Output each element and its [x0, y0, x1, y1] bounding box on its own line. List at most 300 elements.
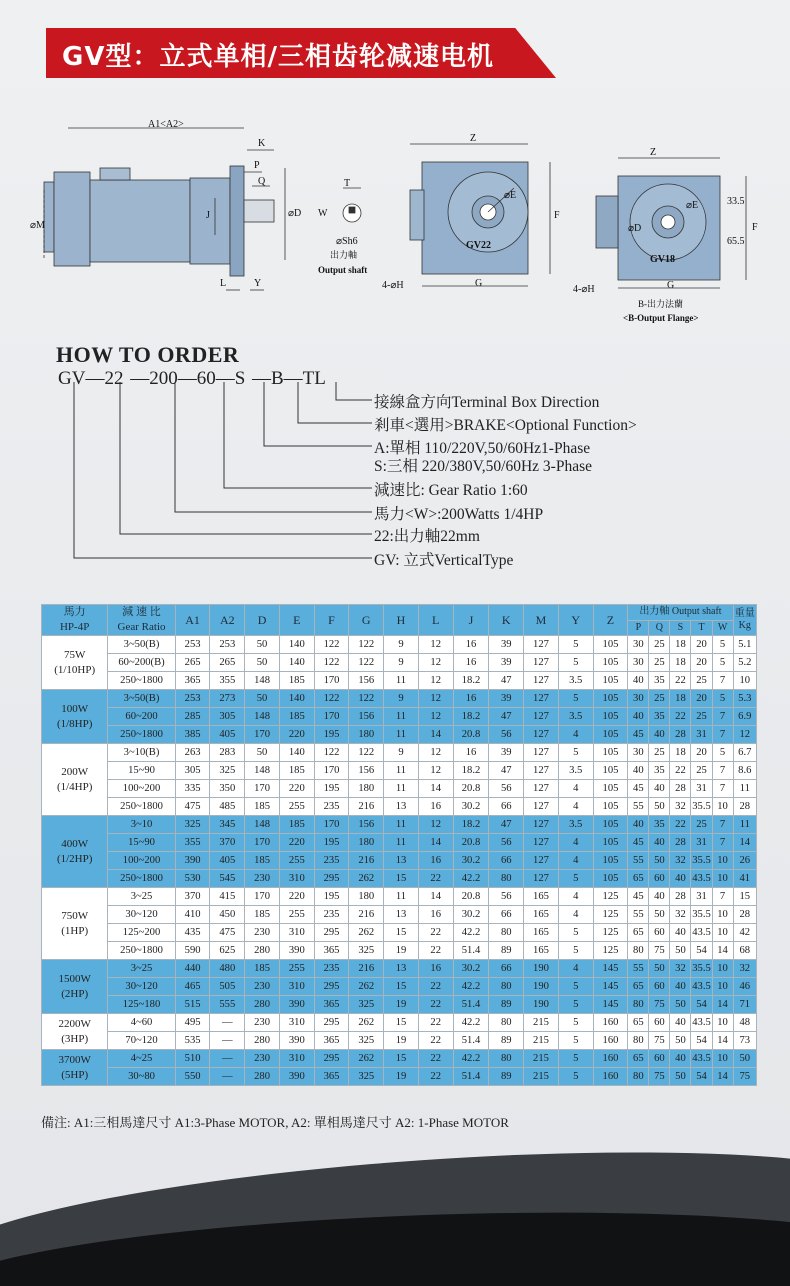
value-cell: 30 — [628, 636, 649, 654]
power-cell: 75W (1/10HP) — [42, 636, 108, 690]
value-cell: 15 — [384, 924, 419, 942]
value-cell: 10 — [712, 978, 733, 996]
value-cell: 105 — [593, 834, 628, 852]
header-col: M — [524, 605, 559, 636]
table-row — [42, 888, 757, 906]
table-row — [42, 690, 757, 708]
value-cell: 127 — [524, 870, 559, 888]
value-cell: 22 — [418, 942, 453, 960]
value-cell: 5 — [558, 654, 593, 672]
value-cell: 4 — [558, 888, 593, 906]
value-cell: 7 — [712, 762, 733, 780]
header-ratio: 減 速 比 Gear Ratio — [108, 605, 175, 636]
value-cell: 80 — [489, 978, 524, 996]
value-cell: 50 — [245, 690, 280, 708]
value-cell: 47 — [489, 672, 524, 690]
value-cell: 25 — [691, 816, 712, 834]
value-cell: 13 — [384, 798, 419, 816]
value-cell: 16 — [418, 798, 453, 816]
label-flange-en: <B-Output Flange> — [623, 313, 699, 323]
value-cell: 5 — [558, 978, 593, 996]
value-cell: 40 — [628, 708, 649, 726]
power-cell: 100W (1/8HP) — [42, 690, 108, 744]
value-cell: 156 — [349, 708, 384, 726]
value-cell: 89 — [489, 1068, 524, 1086]
ratio-cell: 250~1800 — [108, 870, 175, 888]
table-row — [42, 960, 757, 978]
value-cell: 40 — [670, 870, 691, 888]
value-cell: 31 — [691, 780, 712, 798]
ratio-cell: 4~60 — [108, 1014, 175, 1032]
value-cell: 73 — [733, 1032, 756, 1050]
value-cell: 40 — [670, 978, 691, 996]
spec-table — [41, 604, 757, 1086]
value-cell: 51.4 — [453, 996, 489, 1014]
value-cell: 283 — [210, 744, 245, 762]
value-cell: 19 — [384, 996, 419, 1014]
power-cell: 1500W (2HP) — [42, 960, 108, 1014]
value-cell: 230 — [245, 924, 280, 942]
value-cell: 405 — [210, 726, 245, 744]
value-cell: 190 — [524, 978, 559, 996]
value-cell: 28 — [670, 726, 691, 744]
value-cell: — — [210, 1068, 245, 1086]
value-cell: 41 — [733, 870, 756, 888]
label-p: P — [254, 160, 260, 171]
value-cell: 365 — [314, 1032, 349, 1050]
value-cell: 127 — [524, 816, 559, 834]
value-cell: 15 — [384, 1050, 419, 1068]
value-cell: 220 — [279, 780, 314, 798]
value-cell: 148 — [245, 708, 280, 726]
value-cell: 32 — [670, 906, 691, 924]
table-row — [42, 978, 757, 996]
value-cell: 5 — [712, 636, 733, 654]
order-label-type: GV: 立式VerticalType — [374, 552, 514, 569]
label-335: 33.5 — [727, 196, 745, 207]
value-cell: 22 — [670, 816, 691, 834]
ratio-cell: 60~200 — [108, 708, 175, 726]
value-cell: 30 — [628, 690, 649, 708]
value-cell: 5 — [558, 1050, 593, 1068]
value-cell: 390 — [279, 1068, 314, 1086]
value-cell: 35 — [649, 816, 670, 834]
value-cell: 66 — [489, 906, 524, 924]
label-sh6: ⌀Sh6 — [336, 236, 358, 247]
value-cell: 370 — [210, 834, 245, 852]
value-cell: 122 — [314, 636, 349, 654]
value-cell: 16 — [453, 636, 489, 654]
label-z: Z — [470, 133, 477, 144]
value-cell: 19 — [384, 942, 419, 960]
label-gv18: GV18 — [650, 254, 675, 265]
value-cell: 235 — [314, 906, 349, 924]
value-cell: 105 — [593, 852, 628, 870]
value-cell: 310 — [279, 1014, 314, 1032]
value-cell: 40 — [628, 672, 649, 690]
value-cell: 127 — [524, 672, 559, 690]
value-cell: 235 — [314, 960, 349, 978]
value-cell: 295 — [314, 924, 349, 942]
value-cell: 220 — [279, 834, 314, 852]
value-cell: 54 — [691, 1068, 712, 1086]
value-cell: 170 — [314, 672, 349, 690]
value-cell: 20 — [691, 636, 712, 654]
value-cell: 475 — [210, 924, 245, 942]
value-cell: 89 — [489, 942, 524, 960]
value-cell: 5.1 — [733, 636, 756, 654]
value-cell: 7 — [712, 708, 733, 726]
value-cell: 5 — [712, 690, 733, 708]
ratio-cell: 3~25 — [108, 888, 175, 906]
dimension-drawings — [30, 110, 770, 340]
value-cell: 160 — [593, 1068, 628, 1086]
order-label-single-phase: A:單相 110/220V,50/60Hz1-Phase — [374, 440, 591, 457]
value-cell: 65 — [628, 924, 649, 942]
value-cell: 13 — [384, 960, 419, 978]
value-cell: 285 — [175, 708, 210, 726]
value-cell: 32 — [670, 798, 691, 816]
value-cell: 216 — [349, 960, 384, 978]
value-cell: 16 — [453, 690, 489, 708]
label-k: K — [258, 138, 266, 149]
value-cell: 265 — [210, 654, 245, 672]
value-cell: 4 — [558, 906, 593, 924]
value-cell: 30.2 — [453, 798, 489, 816]
label-q: Q — [258, 176, 266, 187]
value-cell: 385 — [175, 726, 210, 744]
value-cell: 180 — [349, 834, 384, 852]
value-cell: 127 — [524, 708, 559, 726]
ratio-cell: 100~200 — [108, 852, 175, 870]
value-cell: 125 — [593, 888, 628, 906]
value-cell: 25 — [691, 708, 712, 726]
value-cell: — — [210, 1014, 245, 1032]
value-cell: 14 — [418, 726, 453, 744]
label-h2: 4-⌀H — [573, 284, 595, 295]
value-cell: 16 — [418, 960, 453, 978]
header-weight: 重量 Kg — [733, 605, 756, 636]
header-col: G — [349, 605, 384, 636]
value-cell: 18.2 — [453, 672, 489, 690]
value-cell: 20 — [691, 654, 712, 672]
ratio-cell: 250~1800 — [108, 672, 175, 690]
header-col: J — [453, 605, 489, 636]
header-shaft-col: P — [628, 620, 649, 636]
table-row — [42, 1068, 757, 1086]
table-row — [42, 1050, 757, 1068]
label-d: ⌀D — [288, 208, 302, 219]
value-cell: 215 — [524, 1050, 559, 1068]
value-cell: 50 — [649, 906, 670, 924]
value-cell: 105 — [593, 762, 628, 780]
value-cell: 50 — [670, 942, 691, 960]
label-e2: ⌀E — [686, 200, 699, 211]
table-row — [42, 654, 757, 672]
order-label-gear-ratio: 減速比: Gear Ratio 1:60 — [374, 482, 528, 499]
value-cell: 14 — [712, 996, 733, 1014]
value-cell: 51.4 — [453, 1068, 489, 1086]
value-cell: 12 — [418, 744, 453, 762]
value-cell: 4 — [558, 960, 593, 978]
value-cell: 50 — [245, 744, 280, 762]
value-cell: 66 — [489, 798, 524, 816]
value-cell: 148 — [245, 672, 280, 690]
value-cell: 148 — [245, 816, 280, 834]
value-cell: 410 — [175, 906, 210, 924]
value-cell: 16 — [453, 744, 489, 762]
value-cell: 15 — [733, 888, 756, 906]
ratio-cell: 15~90 — [108, 834, 175, 852]
label-h: 4-⌀H — [382, 280, 404, 291]
value-cell: 122 — [314, 690, 349, 708]
spec-table-body — [42, 636, 757, 1086]
value-cell: 165 — [524, 942, 559, 960]
table-row — [42, 780, 757, 798]
value-cell: 280 — [245, 1032, 280, 1050]
value-cell: 80 — [489, 1050, 524, 1068]
value-cell: 9 — [384, 654, 419, 672]
value-cell: 13 — [384, 906, 419, 924]
value-cell: 80 — [628, 1068, 649, 1086]
value-cell: 40 — [649, 834, 670, 852]
value-cell: 295 — [314, 870, 349, 888]
value-cell: 42.2 — [453, 870, 489, 888]
value-cell: 60 — [649, 1014, 670, 1032]
value-cell: 195 — [314, 888, 349, 906]
value-cell: 127 — [524, 798, 559, 816]
value-cell: 185 — [279, 708, 314, 726]
value-cell: 40 — [649, 726, 670, 744]
header-col: A2 — [210, 605, 245, 636]
label-g2: G — [667, 280, 675, 291]
value-cell: 50 — [670, 1068, 691, 1086]
value-cell: 10 — [712, 960, 733, 978]
value-cell: 230 — [245, 1014, 280, 1032]
value-cell: 545 — [210, 870, 245, 888]
value-cell: 325 — [349, 996, 384, 1014]
value-cell: 28 — [733, 906, 756, 924]
value-cell: 25 — [649, 636, 670, 654]
value-cell: 75 — [649, 942, 670, 960]
ratio-cell: 15~90 — [108, 762, 175, 780]
value-cell: 4 — [558, 852, 593, 870]
value-cell: 190 — [524, 960, 559, 978]
value-cell: 75 — [649, 1068, 670, 1086]
value-cell: 450 — [210, 906, 245, 924]
value-cell: 262 — [349, 978, 384, 996]
value-cell: 262 — [349, 1050, 384, 1068]
value-cell: 47 — [489, 816, 524, 834]
value-cell: 4 — [558, 798, 593, 816]
ratio-cell: 100~200 — [108, 780, 175, 798]
how-to-order-title: HOW TO ORDER — [56, 342, 240, 367]
value-cell: 32 — [670, 960, 691, 978]
ratio-cell: 60~200(B) — [108, 654, 175, 672]
value-cell: 31 — [691, 888, 712, 906]
value-cell: 105 — [593, 870, 628, 888]
value-cell: 230 — [245, 1050, 280, 1068]
value-cell: 127 — [524, 780, 559, 798]
value-cell: 127 — [524, 654, 559, 672]
value-cell: 14 — [418, 888, 453, 906]
value-cell: 180 — [349, 888, 384, 906]
value-cell: 122 — [314, 744, 349, 762]
value-cell: 5 — [558, 690, 593, 708]
header-col: E — [279, 605, 314, 636]
value-cell: 50 — [670, 996, 691, 1014]
value-cell: 305 — [175, 762, 210, 780]
value-cell: 185 — [245, 852, 280, 870]
power-cell: 2200W (3HP) — [42, 1014, 108, 1050]
value-cell: 10 — [712, 1050, 733, 1068]
value-cell: 10 — [712, 906, 733, 924]
table-row — [42, 816, 757, 834]
value-cell: 310 — [279, 978, 314, 996]
value-cell: 16 — [418, 852, 453, 870]
value-cell: 170 — [314, 816, 349, 834]
value-cell: 54 — [691, 1032, 712, 1050]
value-cell: 160 — [593, 1014, 628, 1032]
value-cell: 465 — [175, 978, 210, 996]
value-cell: 47 — [489, 762, 524, 780]
value-cell: 310 — [279, 870, 314, 888]
value-cell: 185 — [245, 960, 280, 978]
table-row — [42, 852, 757, 870]
label-flange-cn: B-出力法蘭 — [638, 299, 684, 309]
value-cell: 8.6 — [733, 762, 756, 780]
label-w: W — [318, 208, 328, 219]
value-cell: 3.5 — [558, 672, 593, 690]
value-cell: 35 — [649, 672, 670, 690]
value-cell: 265 — [175, 654, 210, 672]
value-cell: 325 — [349, 1032, 384, 1050]
value-cell: 3.5 — [558, 762, 593, 780]
header-shaft-col: T — [691, 620, 712, 636]
value-cell: 12 — [418, 762, 453, 780]
value-cell: 355 — [210, 672, 245, 690]
value-cell: 105 — [593, 726, 628, 744]
value-cell: 253 — [175, 636, 210, 654]
value-cell: 30.2 — [453, 906, 489, 924]
value-cell: 32 — [733, 960, 756, 978]
table-row — [42, 762, 757, 780]
value-cell: 3.5 — [558, 816, 593, 834]
header-shaft-col: Q — [649, 620, 670, 636]
value-cell: 28 — [733, 798, 756, 816]
value-cell: 170 — [245, 834, 280, 852]
order-label-shaft: 22:出力軸22mm — [374, 528, 480, 545]
value-cell: 105 — [593, 780, 628, 798]
table-row — [42, 942, 757, 960]
table-row — [42, 636, 757, 654]
value-cell: 3.5 — [558, 708, 593, 726]
power-cell: 400W (1/2HP) — [42, 816, 108, 888]
value-cell: 6.7 — [733, 744, 756, 762]
value-cell: 105 — [593, 672, 628, 690]
value-cell: 22 — [418, 924, 453, 942]
value-cell: 273 — [210, 690, 245, 708]
value-cell: 22 — [670, 708, 691, 726]
value-cell: 68 — [733, 942, 756, 960]
label-e: ⌀E — [504, 190, 517, 201]
value-cell: 56 — [489, 726, 524, 744]
value-cell: 325 — [175, 816, 210, 834]
value-cell: 46 — [733, 978, 756, 996]
value-cell: 140 — [279, 654, 314, 672]
power-cell: 3700W (5HP) — [42, 1050, 108, 1086]
value-cell: 185 — [245, 906, 280, 924]
value-cell: 43.5 — [691, 870, 712, 888]
value-cell: 122 — [314, 654, 349, 672]
value-cell: 7 — [712, 672, 733, 690]
value-cell: 7 — [712, 780, 733, 798]
value-cell: 28 — [670, 834, 691, 852]
value-cell: 15 — [384, 1014, 419, 1032]
value-cell: 54 — [691, 942, 712, 960]
value-cell: 12 — [418, 708, 453, 726]
value-cell: 75 — [649, 996, 670, 1014]
value-cell: 39 — [489, 744, 524, 762]
value-cell: 310 — [279, 924, 314, 942]
value-cell: 165 — [524, 888, 559, 906]
value-cell: 35 — [649, 708, 670, 726]
value-cell: 71 — [733, 996, 756, 1014]
value-cell: 185 — [279, 816, 314, 834]
value-cell: 20 — [691, 744, 712, 762]
value-cell: 20 — [691, 690, 712, 708]
value-cell: 7 — [712, 834, 733, 852]
value-cell: 365 — [175, 672, 210, 690]
value-cell: 25 — [691, 762, 712, 780]
value-cell: 590 — [175, 942, 210, 960]
value-cell: 9 — [384, 744, 419, 762]
value-cell: 14 — [733, 834, 756, 852]
label-gv22: GV22 — [466, 240, 491, 251]
header-col: K — [489, 605, 524, 636]
value-cell: 105 — [593, 654, 628, 672]
value-cell: 15 — [384, 978, 419, 996]
value-cell: 180 — [349, 726, 384, 744]
value-cell: 11 — [733, 780, 756, 798]
value-cell: 80 — [628, 996, 649, 1014]
value-cell: 325 — [349, 1068, 384, 1086]
value-cell: 390 — [279, 942, 314, 960]
shaft-section-drawing — [343, 188, 361, 222]
value-cell: 43.5 — [691, 1014, 712, 1032]
value-cell: 65 — [628, 978, 649, 996]
label-d2: ⌀D — [628, 223, 642, 234]
value-cell: 335 — [175, 780, 210, 798]
value-cell: 25 — [649, 744, 670, 762]
value-cell: 127 — [524, 636, 559, 654]
value-cell: 5 — [558, 744, 593, 762]
value-cell: 148 — [245, 762, 280, 780]
value-cell: 35 — [649, 762, 670, 780]
table-row — [42, 924, 757, 942]
value-cell: 127 — [524, 690, 559, 708]
value-cell: 255 — [279, 960, 314, 978]
value-cell: 22 — [418, 1068, 453, 1086]
value-cell: 40 — [628, 762, 649, 780]
value-cell: 28 — [670, 780, 691, 798]
value-cell: 127 — [524, 726, 559, 744]
value-cell: 156 — [349, 762, 384, 780]
value-cell: 9 — [384, 636, 419, 654]
value-cell: 50 — [245, 654, 280, 672]
value-cell: 415 — [210, 888, 245, 906]
value-cell: 65 — [628, 1050, 649, 1068]
